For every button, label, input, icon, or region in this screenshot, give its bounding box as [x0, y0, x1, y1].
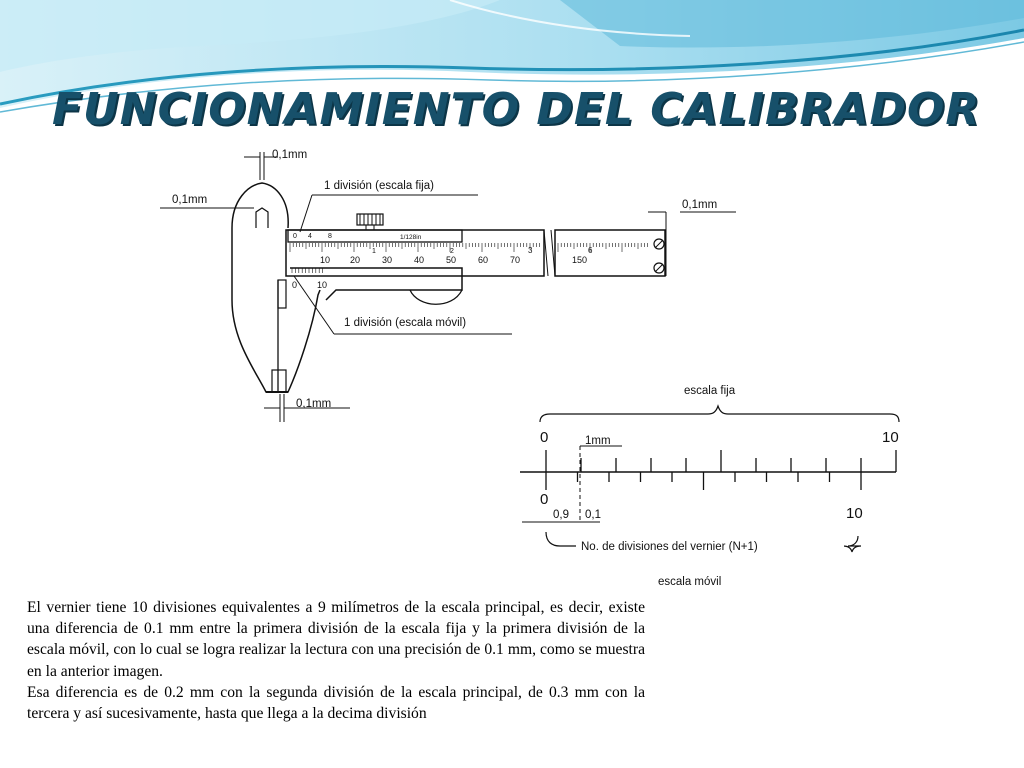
bottom-dimension-label: 0,1mm	[296, 398, 332, 410]
main-scale-number: 50	[446, 255, 457, 265]
vernier-number: 10	[317, 280, 328, 290]
main-scale-number: 10	[320, 255, 331, 265]
main-scale-number: 3	[528, 246, 533, 255]
fixed-scale-ticks	[546, 450, 896, 472]
fixed-number-0: 0	[540, 429, 549, 446]
top-dimension-label: 0,1mm	[272, 149, 308, 161]
mobile-number-0: 0	[540, 491, 549, 508]
mobile-division-label: 1 división (escala móvil)	[344, 317, 467, 329]
main-scale-numbers	[320, 246, 593, 265]
description-paragraph-2: Esa diferencia es de 0.2 mm con la segunda división de la escala principal, de 0.3 mm con la tercera y así sucesivamente, hasta que llega a la decima división	[27, 683, 645, 723]
main-scale-number: 70	[510, 255, 521, 265]
description-text	[27, 597, 645, 724]
caliper-drawing	[232, 183, 665, 392]
main-scale-number: 30	[382, 255, 393, 265]
mobile-scale-label: escala móvil	[658, 576, 722, 588]
inch-number: 2	[450, 248, 454, 255]
caliper-diagram	[160, 140, 912, 590]
main-scale-number: 60	[478, 255, 489, 265]
main-scale-right-number: 6	[588, 246, 593, 255]
fixed-number-10: 10	[882, 429, 899, 446]
scale-detail	[520, 385, 899, 588]
fixed-division-label: 1 división (escala fija)	[324, 180, 434, 192]
inch-number: 1	[372, 248, 376, 255]
main-scale-number: 40	[414, 255, 425, 265]
slide-title: FUNCIONAMIENTO DEL CALIBRADOR	[52, 84, 981, 135]
mobile-scale-ticks	[546, 472, 861, 490]
right-dimension-label: 0,1mm	[682, 199, 718, 211]
main-scale-right-number: 150	[572, 255, 588, 265]
description-paragraph-1: El vernier tiene 10 divisiones equivalentes a 9 milímetros de la escala principal, es decir, existe una diferencia de 0.1 mm entre la primera división de la escala fija y la primera división de la escala móvil, con lo cual se logra realizar la lectura con una precisión de 0.1 mm, como se muestra en la anterior imagen.	[27, 599, 645, 680]
unit-label: 1mm	[585, 435, 611, 447]
mobile-number-10: 10	[846, 505, 863, 522]
vernier-number: 0	[292, 280, 298, 290]
inch-number: 8	[328, 233, 332, 240]
inch-number: 4	[308, 233, 312, 240]
left-dimension-label: 0,1mm	[172, 194, 208, 206]
offset-label-0-1: 0,1	[585, 509, 601, 521]
inch-number: 0	[293, 233, 297, 240]
offset-label-0-9: 0,9	[553, 509, 569, 521]
main-scale-number: 20	[350, 255, 361, 265]
inch-fraction: 1/128in	[400, 234, 422, 241]
fixed-scale-label: escala fija	[684, 385, 736, 397]
divisions-label: No. de divisiones del vernier (N+1)	[581, 541, 758, 553]
